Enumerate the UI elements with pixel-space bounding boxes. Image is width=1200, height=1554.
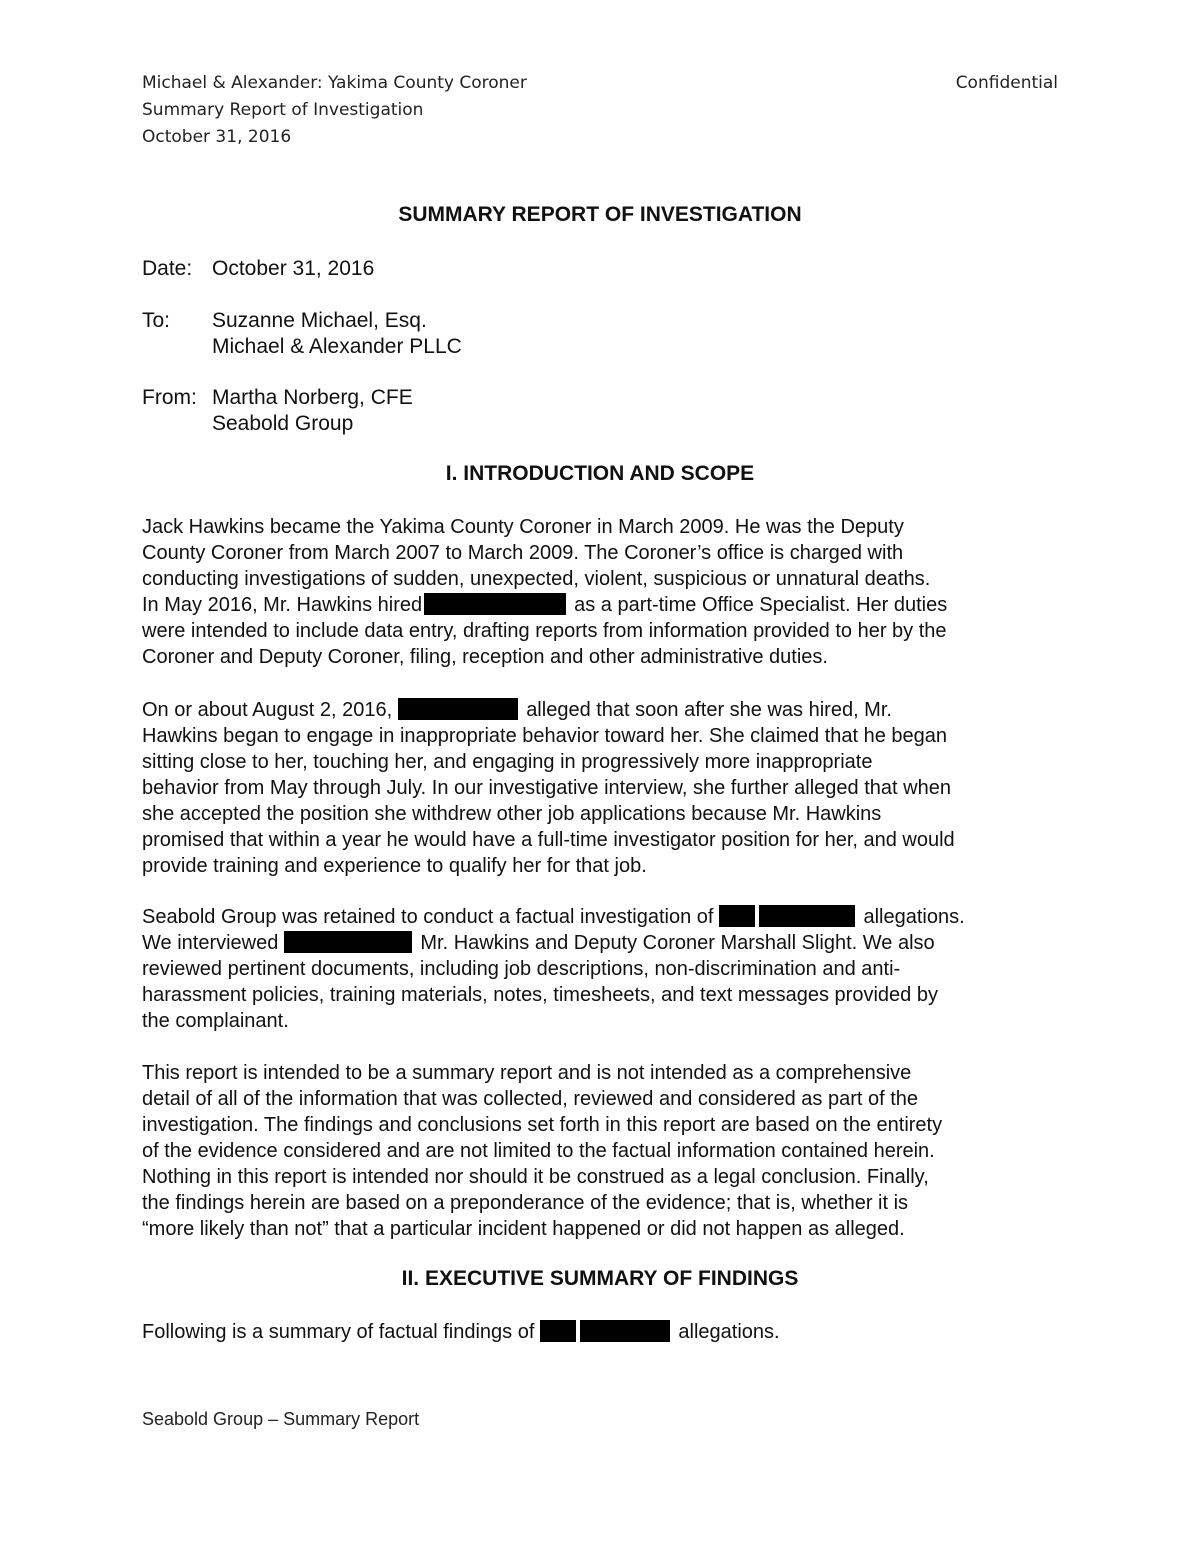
page-footer: Seabold Group – Summary Report	[142, 1409, 420, 1429]
from-organization: Seabold Group	[212, 412, 354, 435]
section-heading-executive-summary: II. EXECUTIVE SUMMARY OF FINDINGS	[401, 1267, 799, 1290]
redaction-bar	[398, 698, 518, 720]
date-label: Date:	[142, 257, 193, 280]
memo-from	[142, 385, 413, 437]
to-label: To:	[142, 309, 171, 332]
page-header	[142, 70, 1058, 151]
redaction-bar	[759, 905, 855, 927]
document-title: SUMMARY REPORT OF INVESTIGATION	[398, 203, 802, 226]
redaction-bar	[580, 1320, 670, 1342]
section-heading-introduction: I. INTRODUCTION AND SCOPE	[445, 462, 755, 485]
header-line-3: October 31, 2016	[142, 127, 292, 147]
memo-date	[142, 256, 374, 282]
redaction-bar	[540, 1320, 576, 1342]
to-organization: Michael & Alexander PLLC	[212, 335, 462, 358]
intro-paragraph-4: This report is intended to be a summary report and is not intended as a comprehensive detail of all of the information that was collected, reviewed and considered as part of the investigation. The findings and conclusions set forth in this report are based on the entirety of the evidence considered and are not limited to the factual information contained herein. Nothing in this report is intended nor should it be construed as a legal conclusion. Finally, the findings herein are based on a preponderance of the evidence; that is, whether it is “more likely than not” that a particular incident happened or did not happen as alleged.	[142, 1062, 943, 1240]
confidential-label: Confidential	[955, 73, 1058, 93]
redaction-bar	[424, 593, 566, 615]
intro-paragraph-2: On or about August 2, 2016, alleged that soon after she was hired, Mr. Hawkins began to engage in inappropriate behavior toward her. She claimed that he began sitting close to her, touching her, and engaging in progressively more inappropriate behavior from May through July. In our investigative interview, she further alleged that when she accepted the position she withdrew other job applications because Mr. Hawkins promised that within a year he would have a full-time investigator position for her, and would provide training and experience to qualify her for that job.	[142, 699, 955, 877]
date-value: October 31, 2016	[212, 257, 375, 280]
from-label: From:	[142, 386, 197, 409]
intro-paragraph-1: Jack Hawkins became the Yakima County Coroner in March 2009. He was the Deputy County Coroner from March 2007 to March 2009. The Coroner’s office is charged with conducting investigations of sudden, unexpected, violent, suspicious or unnatural deaths. In May 2016, Mr. Hawkins hired as a part-time Office Specialist. Her duties were intended to include data entry, drafting reports from information provided to her by the Coroner and Deputy Coroner, filing, reception and other administrative duties.	[142, 516, 948, 668]
to-recipient: Suzanne Michael, Esq.	[212, 309, 427, 332]
header-line-2: Summary Report of Investigation	[142, 100, 424, 120]
header-line-1: Michael & Alexander: Yakima County Coroner	[142, 73, 527, 93]
from-sender: Martha Norberg, CFE	[212, 386, 413, 409]
redaction-bar	[284, 931, 412, 953]
memo-to	[142, 308, 462, 360]
redaction-bar	[719, 905, 755, 927]
executive-summary-paragraph: Following is a summary of factual findings of allegations.	[142, 1321, 780, 1343]
intro-paragraph-3: Seabold Group was retained to conduct a factual investigation of allegations. We interviewed Mr. Hawkins and Deputy Coroner Marshall Slight. We also reviewed pertinent documents, including job descriptions, non-discrimination and anti- harassment policies, training materials, notes, timesheets, and text messages provided by the complainant.	[142, 906, 965, 1032]
